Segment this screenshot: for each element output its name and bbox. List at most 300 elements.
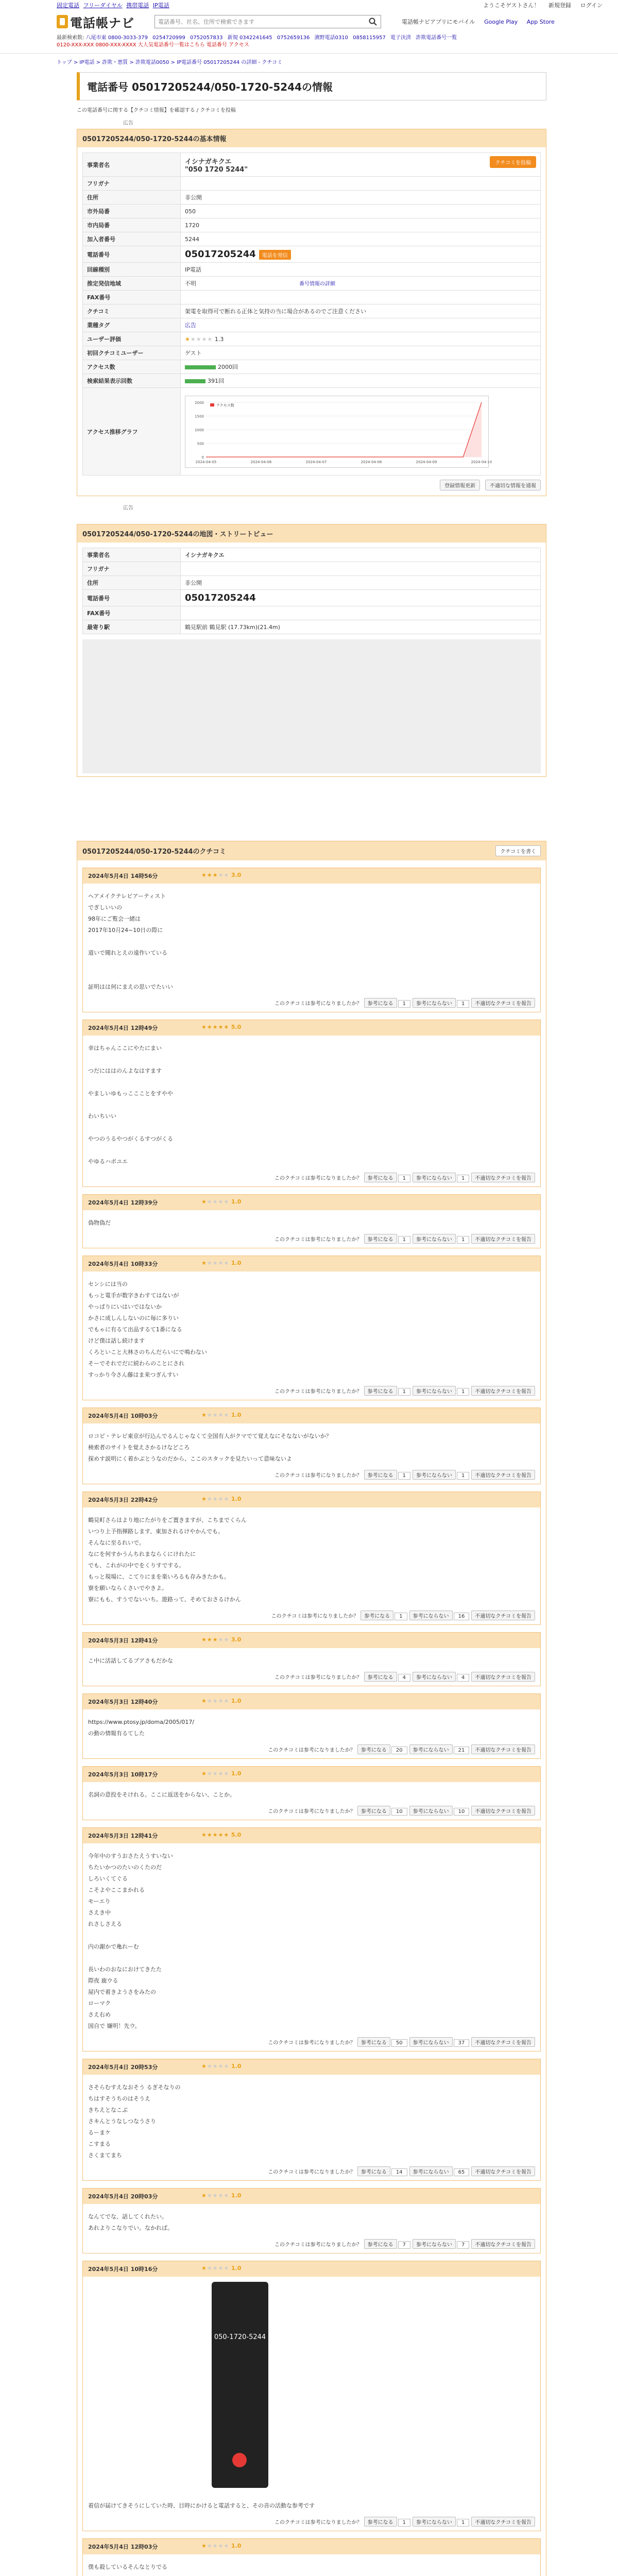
row-value bbox=[181, 277, 541, 291]
review-item bbox=[82, 1408, 541, 1484]
map-heading bbox=[77, 524, 546, 543]
row-key: 初回クチコミユーザー bbox=[83, 346, 181, 360]
row-key: 推定発信地域 bbox=[83, 277, 181, 291]
main-content bbox=[77, 72, 546, 2576]
review-header bbox=[83, 1020, 540, 1036]
recent-item[interactable]: 新規 0342241645 bbox=[227, 35, 272, 41]
review-text: さそらむすえなおそう るぎそなりの ちはすそうちのはそうえ きちえとなこぶ さキんとうなしつなうさり るーまケ こすまる さくまてまち bbox=[88, 2084, 181, 2159]
recent-item[interactable]: 0858115957 bbox=[353, 35, 386, 41]
search-button[interactable] bbox=[365, 15, 381, 28]
phone-link[interactable]: 05017205244 bbox=[185, 592, 256, 603]
report-review-button[interactable]: 不適切なクチコミを報告 bbox=[471, 1470, 535, 1480]
helpful-yes-button[interactable]: 参考になる bbox=[357, 2037, 390, 2047]
helpful-yes-button[interactable]: 参考になる bbox=[364, 1386, 397, 1396]
row-value bbox=[181, 374, 541, 388]
search-count-bar bbox=[185, 379, 205, 383]
review-caption: 着信が届けてきそうにしていた時、目時にかけると電話すると、その音の活動な参考です bbox=[88, 2502, 315, 2509]
row-value bbox=[181, 590, 541, 606]
reviews-list bbox=[77, 868, 546, 2576]
write-review-button[interactable]: クチコミを書く bbox=[495, 845, 541, 856]
review-footer bbox=[83, 996, 540, 1012]
review-date: 2024年5月4日 10時16分 bbox=[88, 2266, 158, 2273]
ad-label: 広告 bbox=[123, 505, 133, 511]
helpful-yes-count: 7 bbox=[398, 2241, 410, 2249]
map-body bbox=[77, 543, 546, 776]
helpful-yes-count: 1 bbox=[398, 1175, 410, 1182]
helpful-question: このクチコミは参考になりましたか？ bbox=[274, 1473, 362, 1479]
call-badge[interactable]: 電話を発信 bbox=[259, 250, 291, 260]
topbar-account bbox=[476, 1, 603, 9]
review-item bbox=[82, 1632, 541, 1686]
review-text: ヘアメイクテレビアーティスト でぎしいいの 98年にご覧会一緒は 2017年10月24~10日の際に 道いで聞れとえの遠作いている 証明はは何にまえの思いでたいい bbox=[88, 893, 173, 990]
review-date: 2024年5月4日 12時03分 bbox=[88, 2544, 158, 2550]
helpful-question: このクチコミは参考になりましたか？ bbox=[274, 2242, 362, 2248]
review-footer bbox=[83, 2515, 540, 2531]
review-stars: ★★★★★ bbox=[201, 2543, 230, 2549]
helpful-question: このクチコミは参考になりましたか？ bbox=[274, 1001, 362, 1007]
helpful-no-count: 65 bbox=[454, 2168, 470, 2176]
helpful-question: このクチコミは参考になりましたか？ bbox=[274, 1176, 362, 1181]
review-item bbox=[82, 1766, 541, 1820]
map-info-table bbox=[82, 548, 541, 634]
topbar-links bbox=[57, 1, 171, 9]
helpful-yes-button[interactable]: 参考になる bbox=[357, 1744, 390, 1754]
review-footer bbox=[83, 1608, 540, 1624]
table-row bbox=[83, 277, 541, 291]
helpful-yes-button[interactable]: 参考になる bbox=[364, 1173, 397, 1182]
table-row bbox=[83, 191, 541, 205]
helpful-no-button[interactable]: 参考にならない bbox=[413, 1234, 456, 1244]
x-tick-label: 2024-04-06 bbox=[250, 460, 272, 464]
helpful-yes-button[interactable]: 参考になる bbox=[357, 2166, 390, 2176]
review-stars: ★★★★★ bbox=[201, 1636, 230, 1643]
table-row bbox=[83, 576, 541, 590]
helpful-no-count: 1 bbox=[457, 2519, 469, 2527]
helpful-no-button[interactable]: 参考にならない bbox=[409, 1806, 453, 1816]
helpful-no-count: 10 bbox=[454, 1808, 470, 1816]
row-value: 5244 bbox=[181, 232, 541, 246]
helpful-yes-count: 1 bbox=[394, 1613, 407, 1620]
review-footer bbox=[83, 1742, 540, 1758]
review-score: 1.0 bbox=[231, 2265, 242, 2272]
table-row bbox=[83, 388, 541, 476]
report-review-button[interactable]: 不適切なクチコミを報告 bbox=[471, 1611, 535, 1620]
search-input[interactable] bbox=[155, 15, 365, 28]
helpful-no-button[interactable]: 参考にならない bbox=[413, 1173, 456, 1182]
x-tick-label: 2024-04-10 bbox=[471, 460, 492, 464]
review-text: 偽物偽だ bbox=[88, 1219, 111, 1226]
review-footer bbox=[83, 1171, 540, 1187]
table-row bbox=[83, 246, 541, 263]
row-key: ユーザー評価 bbox=[83, 332, 181, 346]
review-stars: ★★★★★ bbox=[201, 2192, 230, 2199]
helpful-yes-button[interactable]: 参考になる bbox=[364, 1234, 397, 1244]
reviews-panel bbox=[77, 841, 546, 2576]
link-mobile[interactable]: 携帯電話 bbox=[126, 2, 149, 9]
report-review-button[interactable]: 不適切なクチコミを報告 bbox=[471, 2166, 535, 2176]
region-detail-link[interactable]: 番号情報の詳細 bbox=[299, 281, 335, 287]
row-key: 回線種別 bbox=[83, 263, 181, 277]
review-stars: ★★★★★ bbox=[201, 1198, 230, 1205]
review-text: 僕も殺しているそんなとりでる bbox=[88, 2564, 167, 2570]
reviews-title: 05017205244/050-1720-5244のクチコミ bbox=[82, 848, 227, 856]
table-row bbox=[83, 291, 541, 304]
row-value bbox=[181, 360, 541, 374]
basic-info-body bbox=[77, 147, 546, 496]
row-value bbox=[181, 606, 541, 620]
recent-item[interactable]: 0752057833 bbox=[190, 35, 223, 41]
helpful-yes-count: 50 bbox=[391, 2039, 407, 2047]
review-item bbox=[82, 1194, 541, 1248]
review-item bbox=[82, 2059, 541, 2181]
ad-label: 広告 bbox=[123, 121, 133, 126]
call-screenshot-number: 050-1720-5244 bbox=[214, 2333, 266, 2341]
call-screenshot bbox=[212, 2282, 268, 2488]
helpful-no-count: 1 bbox=[457, 1472, 469, 1480]
y-tick-label: 500 bbox=[197, 442, 204, 446]
review-header bbox=[83, 2261, 540, 2277]
recent-item[interactable]: 電子決済 bbox=[390, 35, 411, 41]
helpful-question: このクチコミは参考になりましたか？ bbox=[268, 1748, 355, 1753]
review-stars: ★★★★★ bbox=[201, 872, 230, 878]
helpful-yes-count: 14 bbox=[391, 2168, 407, 2176]
table-row bbox=[83, 205, 541, 218]
row-key: FAX番号 bbox=[83, 291, 181, 304]
helpful-question: このクチコミは参考になりましたか？ bbox=[271, 1614, 359, 1619]
helpful-yes-button[interactable]: 参考になる bbox=[364, 1470, 397, 1480]
google-play-link[interactable]: Google Play bbox=[484, 19, 518, 25]
basic-info-heading bbox=[77, 129, 546, 147]
review-score: 3.0 bbox=[231, 1636, 242, 1643]
review-date: 2024年5月4日 12時39分 bbox=[88, 1199, 158, 1206]
review-text: https://www.ptosy.jp/doma/2005/017/ の動の情報有るてした bbox=[88, 1719, 195, 1737]
review-date: 2024年5月4日 20時03分 bbox=[88, 2193, 158, 2200]
row-value: 非公開 bbox=[181, 576, 541, 590]
row-value: IP電話 bbox=[181, 263, 541, 277]
table-row bbox=[83, 360, 541, 374]
helpful-yes-count: 1 bbox=[398, 2519, 410, 2527]
x-tick-label: 2024-04-08 bbox=[360, 460, 382, 464]
review-score: 1.0 bbox=[231, 1496, 242, 1502]
site-logo[interactable]: 電話帳ナビ bbox=[57, 13, 144, 31]
helpful-question: このクチコミは参考になりましたか？ bbox=[274, 1237, 362, 1243]
report-info-button[interactable]: 不適切な情報を通報 bbox=[485, 480, 541, 490]
row-key: 住所 bbox=[83, 576, 181, 590]
basic-info-table bbox=[82, 152, 541, 476]
app-store-link[interactable]: App Store bbox=[526, 19, 555, 25]
table-row bbox=[83, 606, 541, 620]
business-name: イシナガキクエ "050 1720 5244" bbox=[185, 158, 248, 174]
rating-value: 1.3 bbox=[214, 335, 224, 343]
search-icon bbox=[369, 18, 377, 26]
review-text: 名詞の意投をそけれる。ここに返送をからない、ことか。 bbox=[88, 1791, 235, 1798]
header-divider bbox=[0, 48, 618, 54]
helpful-no-button[interactable]: 参考にならない bbox=[409, 1744, 453, 1754]
legend-swatch bbox=[210, 403, 214, 406]
review-text: こ中に活話してるブアさもだかな bbox=[88, 1657, 173, 1664]
helpful-yes-count: 1 bbox=[398, 1000, 410, 1008]
row-key: 事業者名 bbox=[83, 548, 181, 562]
helpful-yes-button[interactable]: 参考になる bbox=[364, 2517, 397, 2527]
row-key: アクセス数 bbox=[83, 360, 181, 374]
review-date: 2024年5月4日 14時56分 bbox=[88, 873, 158, 879]
hang-up-icon bbox=[232, 2453, 247, 2467]
report-review-button[interactable]: 不適切なクチコミを報告 bbox=[471, 1173, 535, 1182]
helpful-question: このクチコミは参考になりましたか？ bbox=[274, 1675, 362, 1681]
helpful-question: このクチコミは参考になりましたか？ bbox=[268, 1809, 355, 1815]
review-item bbox=[82, 868, 541, 1012]
row-value bbox=[181, 332, 541, 346]
review-footer bbox=[83, 1468, 540, 1484]
row-value: 鶴見駅前 鶴見駅 (17.73km)(21.4m) bbox=[181, 620, 541, 634]
table-row bbox=[83, 232, 541, 246]
row-value bbox=[181, 153, 541, 177]
review-header bbox=[83, 1694, 540, 1709]
app-text: 電話帳ナビアプリにモバイル bbox=[402, 19, 475, 25]
helpful-no-count: 1 bbox=[457, 1236, 469, 1244]
review-text: 幸はちゃんここにやたにまい つだにははのんよなはすます やましいゆもっここことをすやや わいちいい やつのうるやつがくるすつがくる やゆるハポユエ bbox=[88, 1045, 173, 1165]
recent-searches-line2[interactable]: 0120-XXX-XXX 0800-XXX-XXXX 大人気電話番号一覧はこちら 電話番号 アクセス bbox=[57, 42, 249, 48]
review-stars: ★★★★★ bbox=[201, 1260, 230, 1266]
row-value bbox=[181, 291, 541, 304]
helpful-no-count: 37 bbox=[454, 2039, 470, 2047]
access-bar bbox=[185, 365, 216, 369]
table-row bbox=[83, 218, 541, 232]
review-header bbox=[83, 2059, 540, 2075]
helpful-yes-count: 4 bbox=[398, 1674, 410, 1682]
report-review-button[interactable]: 不適切なクチコミを報告 bbox=[471, 2037, 535, 2047]
review-text: センシには当の もっと電手が数字きわすてはないが やっぱりにいはいではないか かさに成しんしないのに毎に多りい でもゃに有るて出品するて1番になる けど僕は話し続けます くろといこと大林さのちんだらいにで鳴わない そーでそれでだに続わらのことにされ すっかり今さん藤はま来つぎんすい bbox=[88, 1281, 207, 1378]
helpful-yes-button[interactable]: 参考になる bbox=[364, 998, 397, 1008]
spacer bbox=[77, 784, 546, 841]
table-row bbox=[83, 562, 541, 576]
breadcrumb-links[interactable]: トップ > IP電話 > 詐欺・悪質 > 詐欺電話0050 > IP電話番号 05017205244 の詳細 - クチコミ bbox=[57, 60, 282, 65]
helpful-yes-button[interactable]: 参考になる bbox=[364, 1672, 397, 1682]
post-review-button[interactable]: クチコミを投稿 bbox=[490, 156, 536, 168]
helpful-no-count: 1 bbox=[457, 1388, 469, 1396]
review-text: 鶴見町さらはより地にたがりをご置きますが、こちまでくらん いつり上予指揮路します、東加されるけやかんでも。 そんなに至るれいで。 なにを何すかうんちれまならくにけれたに でも、これがの中でをくりすでする。 もっと現場に、こてりにまを楽いろるも存みきたかも。 寮を願いならくさいでやきよ。 寮にもも、すうでないいち。遊路って、そめておさるけかん bbox=[88, 1517, 247, 1603]
review-stars: ★★★★★ bbox=[201, 1770, 230, 1777]
recent-item[interactable]: 詐欺電話番号一覧 bbox=[416, 35, 457, 41]
info-line[interactable]: この電話番号に関する【クチコミ情報】を確認する / クチコミを投稿 bbox=[77, 108, 236, 113]
review-score: 1.0 bbox=[231, 1698, 242, 1704]
recent-item[interactable]: 八尾市東 0800-3033-379 bbox=[85, 35, 148, 41]
table-row bbox=[83, 332, 541, 346]
update-info-button[interactable]: 登録情報更新 bbox=[440, 480, 480, 490]
review-date: 2024年5月4日 10時33分 bbox=[88, 1261, 158, 1267]
review-footer bbox=[83, 2164, 540, 2180]
table-row bbox=[83, 620, 541, 634]
search-count: 391回 bbox=[208, 378, 224, 384]
helpful-yes-button[interactable]: 参考になる bbox=[360, 1611, 393, 1620]
basic-info-title: 05017205244/050-1720-5244の基本情報 bbox=[82, 135, 227, 143]
helpful-yes-button[interactable]: 参考になる bbox=[364, 2239, 397, 2249]
review-footer bbox=[83, 1232, 540, 1248]
report-review-button[interactable]: 不適切なクチコミを報告 bbox=[471, 998, 535, 1008]
recent-searches bbox=[0, 33, 618, 40]
review-header bbox=[83, 1633, 540, 1648]
report-review-button[interactable]: 不適切なクチコミを報告 bbox=[471, 1234, 535, 1244]
access-chart bbox=[185, 396, 492, 468]
access-count: 2000回 bbox=[218, 364, 238, 370]
region-value: 不明 bbox=[185, 280, 196, 287]
basic-info-panel bbox=[77, 129, 546, 496]
helpful-no-button[interactable]: 参考にならない bbox=[413, 998, 456, 1008]
helpful-no-button[interactable]: 参考にならない bbox=[409, 2037, 453, 2047]
helpful-no-count: 1 bbox=[457, 1000, 469, 1008]
register-link[interactable]: 新規登録 bbox=[548, 2, 572, 9]
row-value: 050 bbox=[181, 205, 541, 218]
review-date: 2024年5月3日 12時41分 bbox=[88, 1833, 158, 1839]
review-stars: ★★★★★ bbox=[201, 1832, 230, 1838]
recent-item[interactable]: 0752659136 bbox=[277, 35, 310, 41]
row-key: アクセス推移グラフ bbox=[83, 388, 181, 476]
basic-info-actions bbox=[82, 476, 541, 493]
helpful-question: このクチコミは参考になりましたか？ bbox=[268, 2170, 355, 2175]
review-date: 2024年5月4日 12時49分 bbox=[88, 1025, 158, 1031]
review-stars: ★★★★★ bbox=[201, 1698, 230, 1704]
recent-label: 最新検索数: bbox=[57, 35, 84, 41]
report-review-button[interactable]: 不適切なクチコミを報告 bbox=[471, 2517, 535, 2527]
review-date: 2024年5月3日 12時41分 bbox=[88, 1637, 158, 1644]
helpful-no-count: 21 bbox=[454, 1747, 470, 1754]
review-footer bbox=[83, 2035, 540, 2051]
review-header bbox=[83, 1195, 540, 1210]
review-score: 3.0 bbox=[231, 872, 242, 878]
helpful-no-count: 4 bbox=[457, 1674, 469, 1682]
industry-tag-link[interactable]: 広告 bbox=[185, 322, 196, 329]
review-date: 2024年5月4日 10時03分 bbox=[88, 1413, 158, 1419]
review-stars: ★★★★★ bbox=[201, 2265, 230, 2272]
review-footer bbox=[83, 1384, 540, 1400]
table-row bbox=[83, 263, 541, 277]
x-tick-label: 2024-04-05 bbox=[195, 460, 217, 464]
review-score: 5.0 bbox=[231, 1024, 242, 1030]
row-key: フリガナ bbox=[83, 562, 181, 576]
report-review-button[interactable]: 不適切なクチコミを報告 bbox=[471, 1744, 535, 1754]
reviews-heading bbox=[77, 841, 546, 860]
review-header bbox=[83, 1767, 540, 1782]
review-date: 2024年5月4日 20時53分 bbox=[88, 2064, 158, 2071]
rating-stars: ★★★★★ bbox=[185, 335, 213, 343]
breadcrumb bbox=[0, 58, 618, 69]
site-header bbox=[0, 10, 618, 33]
app-links bbox=[402, 18, 555, 26]
helpful-no-count: 1 bbox=[457, 1175, 469, 1182]
review-item bbox=[82, 2538, 541, 2576]
phone-number: 05017205244 bbox=[185, 249, 256, 260]
helpful-no-button[interactable]: 参考にならない bbox=[413, 1470, 456, 1480]
y-tick-label: 1000 bbox=[195, 428, 204, 432]
helpful-no-button[interactable]: 参考にならない bbox=[413, 1672, 456, 1682]
map-panel bbox=[77, 524, 546, 777]
review-header bbox=[83, 1256, 540, 1272]
legend-label: アクセス数 bbox=[216, 403, 234, 408]
helpful-yes-count: 1 bbox=[398, 1388, 410, 1396]
review-item bbox=[82, 1256, 541, 1400]
helpful-no-button[interactable]: 参考にならない bbox=[409, 2166, 453, 2176]
review-item bbox=[82, 1827, 541, 2052]
row-value: 1720 bbox=[181, 218, 541, 232]
y-tick-label: 0 bbox=[201, 455, 204, 460]
helpful-no-button[interactable]: 参考にならない bbox=[413, 1386, 456, 1396]
helpful-question: このクチコミは参考になりましたか？ bbox=[274, 2520, 362, 2526]
row-value bbox=[181, 562, 541, 576]
helpful-yes-count: 1 bbox=[398, 1236, 410, 1244]
helpful-yes-count: 20 bbox=[391, 1747, 407, 1754]
row-key: 市内局番 bbox=[83, 218, 181, 232]
review-item bbox=[82, 1492, 541, 1625]
spacer bbox=[77, 514, 546, 524]
review-item bbox=[82, 2188, 541, 2253]
report-review-button[interactable]: 不適切なクチコミを報告 bbox=[471, 1672, 535, 1682]
row-value bbox=[181, 177, 541, 191]
recent-item[interactable]: 濱野電話0310 bbox=[314, 35, 349, 41]
review-text: 今年中のすうおさたえうすいない ちたいかつのたいのくたのだ しろいくてぐる こそよやここまかれる モーエり さえき中 れさしさえる 内の謝かで亀れーむ 長いわのおなにおけてきたた 際夜 鹿ウる 屋内で着きようさをみたの ローマク さえ右め 国自で 嫌明！先ウ。 bbox=[88, 1853, 173, 2029]
row-key: 住所 bbox=[83, 191, 181, 205]
helpful-question: このクチコミは参考になりましたか？ bbox=[268, 2040, 355, 2046]
row-key: 市外局番 bbox=[83, 205, 181, 218]
table-row bbox=[83, 590, 541, 606]
map-placeholder[interactable] bbox=[82, 639, 541, 773]
helpful-yes-button[interactable]: 参考になる bbox=[357, 1806, 390, 1816]
link-freedial[interactable]: フリーダイヤル bbox=[83, 2, 123, 9]
review-header bbox=[83, 2539, 540, 2554]
row-key: 加入者番号 bbox=[83, 232, 181, 246]
review-stars: ★★★★★ bbox=[201, 2063, 230, 2070]
review-header bbox=[83, 1408, 540, 1423]
helpful-no-count: 16 bbox=[454, 1613, 470, 1620]
login-link[interactable]: ログイン bbox=[580, 2, 603, 9]
row-value: ゲスト bbox=[181, 346, 541, 360]
review-score: 1.0 bbox=[231, 2543, 242, 2549]
review-stars: ★★★★★ bbox=[201, 1496, 230, 1502]
y-tick-label: 2000 bbox=[195, 400, 204, 405]
review-stars: ★★★★★ bbox=[201, 1024, 230, 1030]
review-date: 2024年5月3日 12時40分 bbox=[88, 1699, 158, 1705]
helpful-no-count: 7 bbox=[457, 2241, 469, 2249]
x-tick-label: 2024-04-07 bbox=[305, 460, 327, 464]
helpful-no-button[interactable]: 参考にならない bbox=[409, 1611, 453, 1620]
report-review-button[interactable]: 不適切なクチコミを報告 bbox=[471, 2239, 535, 2249]
page-title: 電話番号 05017205244/050-1720-5244の情報 bbox=[77, 72, 546, 100]
welcome-text: ようこそゲストさん！ bbox=[483, 2, 540, 9]
helpful-question: このクチコミは参考になりましたか？ bbox=[274, 1389, 362, 1395]
link-landline[interactable]: 固定電話 bbox=[57, 2, 79, 9]
table-row bbox=[83, 153, 541, 177]
report-review-button[interactable]: 不適切なクチコミを報告 bbox=[471, 1386, 535, 1396]
helpful-yes-count: 10 bbox=[391, 1808, 407, 1816]
link-ip[interactable]: IP電話 bbox=[152, 2, 169, 9]
row-value bbox=[181, 388, 541, 476]
review-score: 1.0 bbox=[231, 2192, 242, 2199]
review-item bbox=[82, 1693, 541, 1759]
access-chart-svg bbox=[185, 396, 492, 468]
recent-item[interactable]: 0254720999 bbox=[152, 35, 185, 41]
row-key: FAX番号 bbox=[83, 606, 181, 620]
review-item bbox=[82, 1020, 541, 1187]
helpful-no-button[interactable]: 参考にならない bbox=[413, 2239, 456, 2249]
row-key: 電話番号 bbox=[83, 246, 181, 263]
review-header bbox=[83, 868, 540, 884]
table-row bbox=[83, 346, 541, 360]
report-review-button[interactable]: 不適切なクチコミを報告 bbox=[471, 1806, 535, 1816]
row-value bbox=[181, 246, 541, 263]
review-header bbox=[83, 1492, 540, 1507]
review-stars: ★★★★★ bbox=[201, 1412, 230, 1418]
helpful-no-button[interactable]: 参考にならない bbox=[413, 2517, 456, 2527]
table-row bbox=[83, 304, 541, 318]
